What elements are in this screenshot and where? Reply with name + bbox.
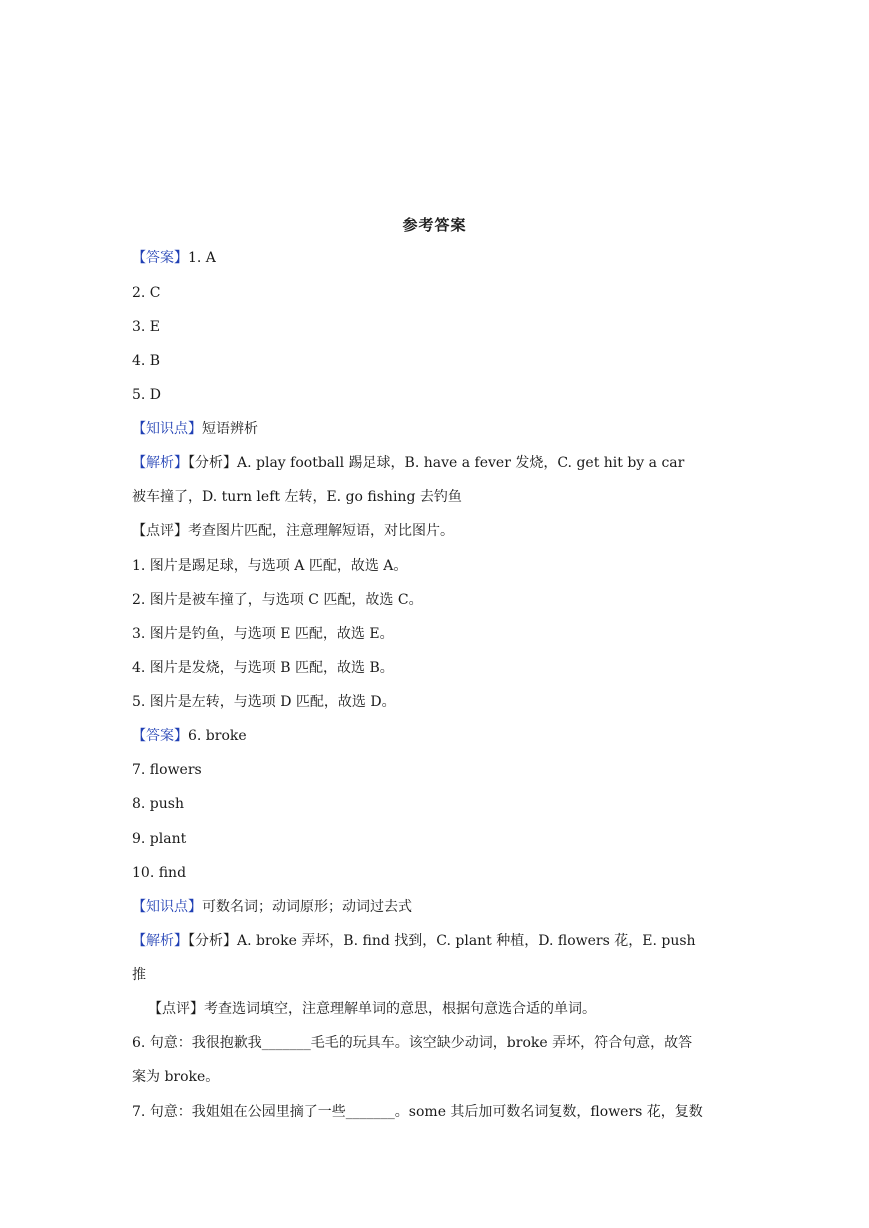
answer-value: 1. A — [188, 250, 216, 266]
analysis-line-2a — [132, 931, 738, 951]
answer-line-10: 10. find — [132, 865, 187, 881]
analysis-line-1a — [132, 453, 738, 473]
comment-line-2 — [148, 999, 754, 1019]
comment-text: 考查选词填空，注意理解单词的意思，根据句意选合适的单词。 — [204, 1001, 596, 1017]
knowledge-tag: 【知识点】 — [132, 899, 202, 915]
knowledge-line-1 — [132, 419, 738, 439]
fenxi-tag: 【分析】 — [188, 455, 237, 471]
knowledge-tag: 【知识点】 — [132, 421, 202, 437]
explanation-line-7a: 7. 句意：我姐姐在公园里摘了一些_______。some 其后加可数名词复数，flowers 花，复数 — [132, 1104, 703, 1120]
knowledge-text: 可数名词；动词原形；动词过去式 — [202, 899, 412, 915]
analysis-line-1b: 被车撞了，D. turn left 左转，E. go fishing 去钓鱼 — [132, 489, 462, 505]
explanation-line-1: 1. 图片是踢足球，与选项 A 匹配，故选 A。 — [132, 558, 408, 574]
comment-text: 考查图片匹配，注意理解短语，对比图片。 — [188, 523, 454, 539]
answer-line-1 — [132, 248, 738, 268]
explanation-line-2: 2. 图片是被车撞了，与选项 C 匹配，故选 C。 — [132, 592, 423, 608]
explanation-line-6b: 案为 broke。 — [132, 1069, 220, 1085]
analysis-line-2b: 推 — [132, 967, 146, 983]
answer-line-3: 3. E — [132, 319, 161, 335]
answer-line-5: 5. D — [132, 387, 162, 403]
answer-tag: 【答案】 — [132, 728, 188, 744]
explanation-line-4: 4. 图片是发烧，与选项 B 匹配，故选 B。 — [132, 660, 394, 676]
analysis-tag: 【解析】 — [132, 455, 188, 471]
explanation-line-3: 3. 图片是钓鱼，与选项 E 匹配，故选 E。 — [132, 626, 394, 642]
answer-value: 6. broke — [188, 728, 247, 744]
answer-line-4: 4. B — [132, 353, 161, 369]
answer-line-9: 9. plant — [132, 831, 187, 847]
analysis-text: A. play football 踢足球，B. have a fever 发烧，C. get hit by a car — [237, 455, 685, 471]
answer-tag: 【答案】 — [132, 250, 188, 266]
answer-line-8: 8. push — [132, 796, 184, 812]
answer-line-2: 2. C — [132, 285, 161, 301]
knowledge-text: 短语辨析 — [202, 421, 258, 437]
answer-line-7: 7. flowers — [132, 762, 202, 778]
explanation-line-6a: 6. 句意：我很抱歉我_______毛毛的玩具车。该空缺少动词，broke 弄坏，符合句意，故答 — [132, 1035, 693, 1051]
comment-tag: 【点评】 — [148, 1001, 204, 1017]
explanation-line-5: 5. 图片是左转，与选项 D 匹配，故选 D。 — [132, 694, 396, 710]
comment-tag: 【点评】 — [132, 523, 188, 539]
fenxi-tag: 【分析】 — [188, 933, 237, 949]
analysis-tag: 【解析】 — [132, 933, 188, 949]
analysis-text: A. broke 弄坏，B. find 找到，C. plant 种植，D. flowers 花，E. push — [237, 933, 696, 949]
page-title: 参考答案 — [402, 216, 467, 234]
answer-line-6 — [132, 726, 738, 746]
knowledge-line-2 — [132, 897, 738, 917]
comment-line-1 — [132, 521, 738, 541]
